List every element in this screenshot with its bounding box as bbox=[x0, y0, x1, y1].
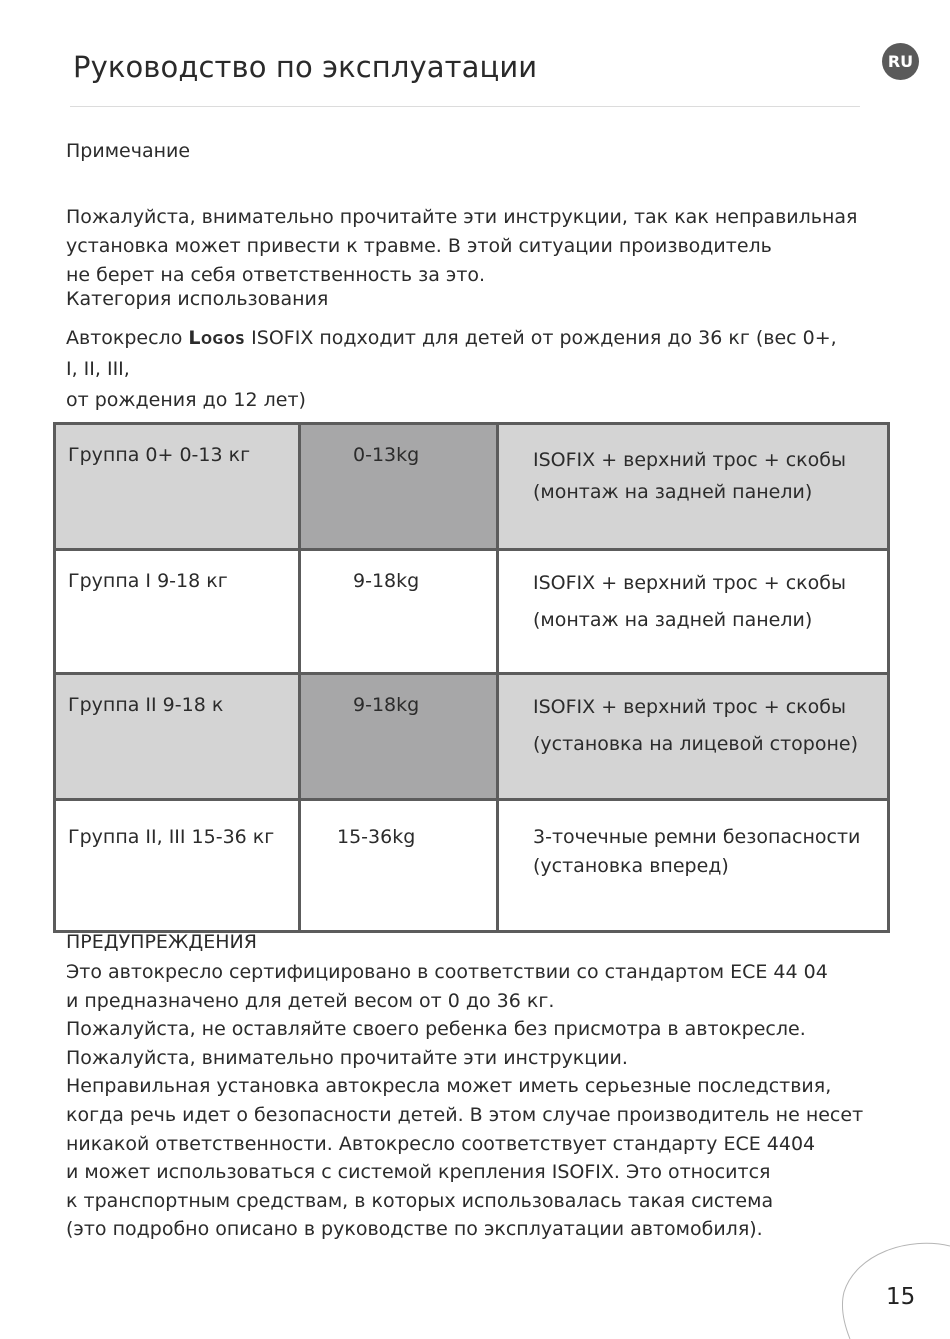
install-line: (монтаж на задней панели) bbox=[533, 609, 813, 631]
category-prefix: Автокресло bbox=[66, 327, 189, 349]
install-line: (монтаж на задней панели) bbox=[533, 481, 813, 503]
install-line: (установка вперед) bbox=[533, 855, 729, 877]
warning-line: Пожалуйста, не оставляйте своего ребенка без присмотра в автокресле. bbox=[66, 1018, 806, 1041]
group-cell: Группа 0+ 0-13 кг bbox=[55, 424, 300, 550]
install-cell bbox=[498, 550, 889, 674]
warning-line: (это подробно описано в руководстве по эксплуатации автомобиля). bbox=[66, 1218, 763, 1241]
install-line: ISOFIX + верхний трос + скобы bbox=[533, 696, 846, 718]
install-line: 3-точечные ремни безопасности bbox=[533, 826, 861, 848]
warning-line: Пожалуйста, внимательно прочитайте эти инструкции. bbox=[66, 1046, 628, 1069]
category-line-1 bbox=[66, 323, 886, 354]
install-line: ISOFIX + верхний трос + скобы bbox=[533, 572, 846, 594]
warning-line: Неправильная установка автокресла может иметь серьезные последствия, bbox=[66, 1075, 832, 1098]
weight-cell bbox=[300, 550, 498, 674]
warning-line: и может использоваться с системой крепления ISOFIX. Это относится bbox=[66, 1161, 771, 1184]
table-row bbox=[55, 800, 889, 932]
category-line-2: I, II, III, bbox=[66, 358, 130, 380]
page-title: Руководство по эксплуатации bbox=[73, 50, 538, 84]
category-suffix: ISOFIX подходит для детей от рождения до 36 кг (вес 0+, bbox=[245, 327, 837, 349]
language-badge: RU bbox=[882, 43, 919, 80]
weight-cell bbox=[300, 800, 498, 932]
group-cell: Группа I 9-18 кг bbox=[55, 550, 300, 674]
warning-line: к транспортным средствам, в которых использовалась такая система bbox=[66, 1189, 774, 1212]
note-line: Пожалуйста, внимательно прочитайте эти инструкции, так как неправильная bbox=[66, 206, 858, 228]
category-line-3: от рождения до 12 лет) bbox=[66, 389, 306, 411]
install-cell bbox=[498, 674, 889, 800]
warnings-paragraph bbox=[66, 958, 906, 1244]
weight-cell bbox=[300, 424, 498, 550]
install-cell bbox=[498, 424, 889, 550]
note-heading: Примечание bbox=[66, 140, 191, 162]
warning-line: когда речь идет о безопасности детей. В этом случае производитель не несет bbox=[66, 1103, 864, 1126]
weight-value: 9-18kg bbox=[353, 694, 420, 716]
note-line: установка может привести к травме. В этой ситуации производитель bbox=[66, 235, 772, 257]
group-cell: Группа II 9-18 к bbox=[55, 674, 300, 800]
install-cell bbox=[498, 800, 889, 932]
header-divider bbox=[70, 106, 860, 107]
note-paragraph bbox=[66, 203, 876, 290]
weight-value: 0-13kg bbox=[353, 444, 420, 466]
table-row bbox=[55, 674, 889, 800]
weight-value: 9-18kg bbox=[353, 570, 420, 592]
category-paragraph bbox=[66, 323, 886, 416]
warning-line: никакой ответственности. Автокресло соответствует стандарту ECE 4404 bbox=[66, 1132, 816, 1155]
table-row bbox=[55, 424, 889, 550]
brand-name: Logos bbox=[188, 327, 246, 349]
table-row bbox=[55, 550, 889, 674]
warning-line: Это автокресло сертифицировано в соответствии со стандартом ECE 44 04 bbox=[66, 961, 828, 983]
group-cell: Группа II, III 15-36 кг bbox=[55, 800, 300, 932]
note-line: не берет на себя ответственность за это. bbox=[66, 264, 486, 286]
weight-cell bbox=[300, 674, 498, 800]
warning-line: и предназначено для детей весом от 0 до 36 кг. bbox=[66, 989, 555, 1012]
weight-value: 15-36kg bbox=[337, 826, 416, 848]
install-line: (установка на лицевой стороне) bbox=[533, 733, 858, 755]
install-line: ISOFIX + верхний трос + скобы bbox=[533, 449, 846, 471]
groups-table bbox=[53, 422, 890, 933]
category-heading: Категория использования bbox=[66, 288, 329, 310]
warnings-heading: ПРЕДУПРЕЖДЕНИЯ bbox=[66, 931, 257, 953]
page-number: 15 bbox=[886, 1284, 916, 1310]
